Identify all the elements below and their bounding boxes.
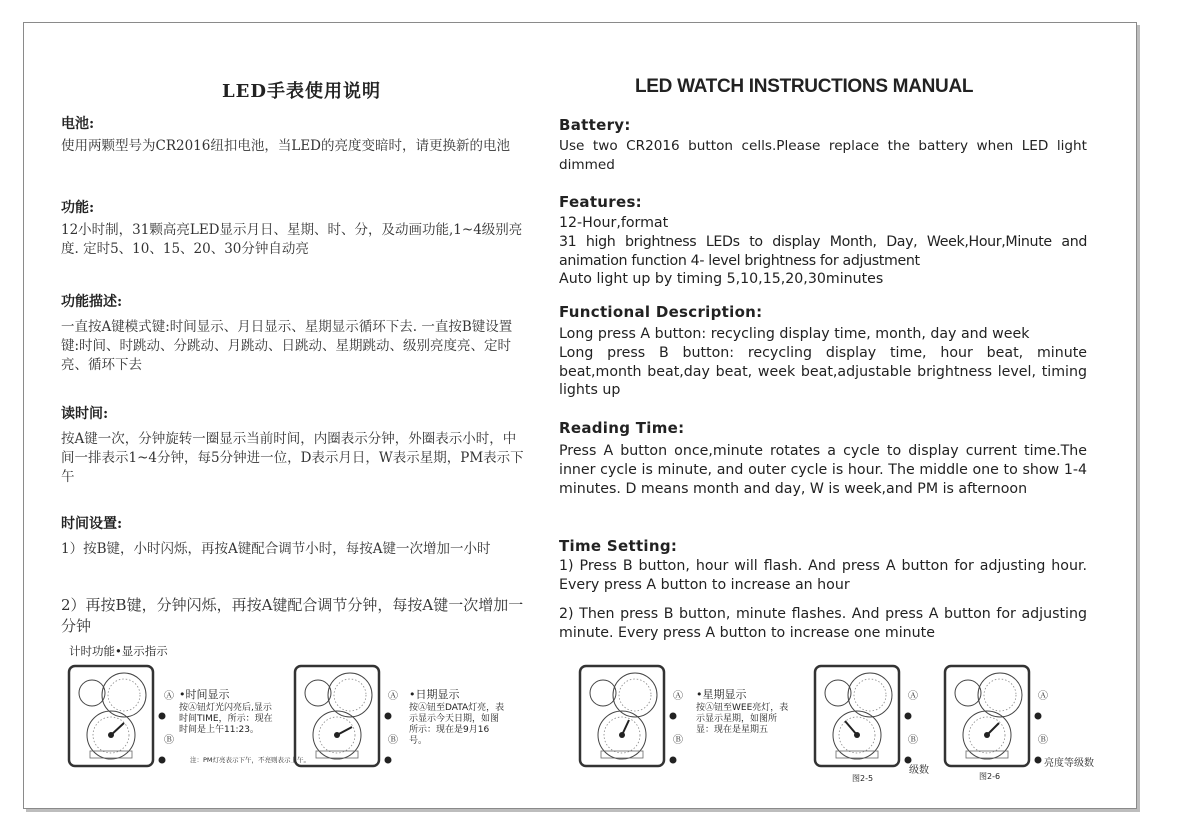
desc-line-2: Long press B button: recycling display time, hour beat, minute beat,month beat,day beat, week beat,adjustable brightness level, timing lights up <box>559 344 1087 399</box>
watch-illustration-brightness <box>942 663 1052 769</box>
note-date-text: 按Ⓐ钮至DATA灯亮，表示显示今天日期，如图所示：现在是9月16号。 <box>409 703 505 746</box>
button-a-label-4: Ⓐ <box>908 691 918 702</box>
button-a-label-3: Ⓐ <box>673 691 683 702</box>
setting-2-cn: 2）再按B键，分钟闪烁，再按A键配合调节分钟，每按A键一次增加一分钟 <box>61 596 524 635</box>
desc-text-cn: 一直按A键模式键:时间显示、月日显示、星期显示循环下去. 一直按B键设置键:时间、时跳动、分跳动、月跳动、日跳动、星期跳动、级别亮度亮、定时亮、循环下去 <box>61 319 513 373</box>
setting-heading-en: Time Setting: <box>559 537 678 555</box>
desc-heading-cn: 功能描述: <box>61 294 123 310</box>
note-time-display <box>179 689 275 736</box>
battery-text-en: Use two CR2016 button cells.Please replace the battery when LED light dimmed <box>559 138 1087 173</box>
reading-heading-en: Reading Time: <box>559 419 685 437</box>
desc-heading-en: Functional Description: <box>559 303 763 321</box>
watch-illustration-week <box>577 663 687 769</box>
features-line-3: Auto light up by timing 5,10,15,20,30minutes <box>559 271 884 288</box>
features-line-2: 31 high brightness LEDs to display Month, Day, Week,Hour,Minute and animation function 4- level brightness for adjustment <box>559 233 1087 269</box>
label-brightness-level: 亮度等级数 <box>1044 758 1094 769</box>
battery-heading-en: Battery: <box>559 116 631 134</box>
features-line-1: 12-Hour,format <box>559 215 669 231</box>
reading-text-en: Press A button once,minute rotates a cycle to display current time.The inner cycle is minute, and outer cycle is hour. The middle one to show 1-4 minutes. D means month and day, W is week,and PM is afternoon <box>559 443 1087 497</box>
display-caption: 计时功能•显示指示 <box>69 644 168 658</box>
desc-text-en <box>559 325 1087 400</box>
button-b-label-1: Ⓑ <box>164 735 174 746</box>
desc-line-1: Long press A button: recycling display time, month, day and week <box>559 326 1030 342</box>
watch-illustration-level <box>812 663 922 769</box>
features-text-en <box>559 214 1087 289</box>
figure-2-6: 图2-6 <box>979 772 1001 781</box>
button-b-label-5: Ⓑ <box>1038 735 1048 746</box>
page-title-cn: LED手表使用说明 <box>222 81 381 102</box>
label-level: 级数 <box>909 765 929 776</box>
footnote-pm: 注：PM灯亮表示下午，不亮则表示上午。 <box>190 756 311 764</box>
button-b-label-3: Ⓑ <box>673 735 683 746</box>
button-a-label-2: Ⓐ <box>388 691 398 702</box>
note-time-title: •时间显示 <box>179 688 230 701</box>
setting-1-cn: 1）按B键，小时闪烁，再按A键配合调节小时，每按A键一次增加一小时 <box>61 541 491 557</box>
note-week-text: 按Ⓐ钮至WEE亮灯，表示显示星期，如图所显：现在是星期五 <box>696 703 789 735</box>
note-time-text: 按Ⓐ钮灯光闪亮后,显示时间TIME，所示：现在时间是上午11:23。 <box>179 703 273 735</box>
watch-illustration-date <box>292 663 402 769</box>
page-title-en: LED WATCH INSTRUCTIONS MANUAL <box>635 76 974 97</box>
setting-heading-cn: 时间设置: <box>61 516 123 532</box>
features-text-cn: 12小时制，31颗高亮LED显示月日、星期、时、分，及动画功能,1~4级别亮度. 定时5、10、15、20、30分钟自动亮 <box>61 222 523 257</box>
button-b-label-4: Ⓑ <box>908 735 918 746</box>
note-date-title: •日期显示 <box>409 688 460 701</box>
reading-heading-cn: 读时间: <box>61 406 109 422</box>
setting-1-en: 1) Press B button, hour will flash. And press A button for adjusting hour. Every press A button to increase an hour <box>559 558 1087 593</box>
watch-illustration-time <box>66 663 176 769</box>
note-week-title: •星期显示 <box>696 688 747 701</box>
button-b-label-2: Ⓑ <box>388 735 398 746</box>
button-a-label-1: Ⓐ <box>164 691 174 702</box>
button-a-label-5: Ⓐ <box>1038 691 1048 702</box>
features-heading-en: Features: <box>559 193 642 211</box>
battery-heading-cn: 电池: <box>61 116 95 132</box>
note-date-display <box>409 689 507 747</box>
battery-text-cn: 使用两颗型号为CR2016纽扣电池，当LED的亮度变暗时，请更换新的电池 <box>61 138 510 154</box>
note-week-display <box>696 689 791 736</box>
reading-text-cn: 按A键一次，分钟旋转一圈显示当前时间，内圈表示分钟，外圈表示小时，中间一排表示1~4分钟，每5分钟进一位，D表示月日，W表示星期，PM表示下午 <box>61 431 524 485</box>
figure-2-5: 图2-5 <box>852 774 874 783</box>
setting-2-en: 2) Then press B button, minute flashes. And press A button for adjusting minute. Every press A button to increase one minute <box>559 606 1087 641</box>
features-heading-cn: 功能: <box>61 200 95 216</box>
manual-page <box>23 22 1137 809</box>
